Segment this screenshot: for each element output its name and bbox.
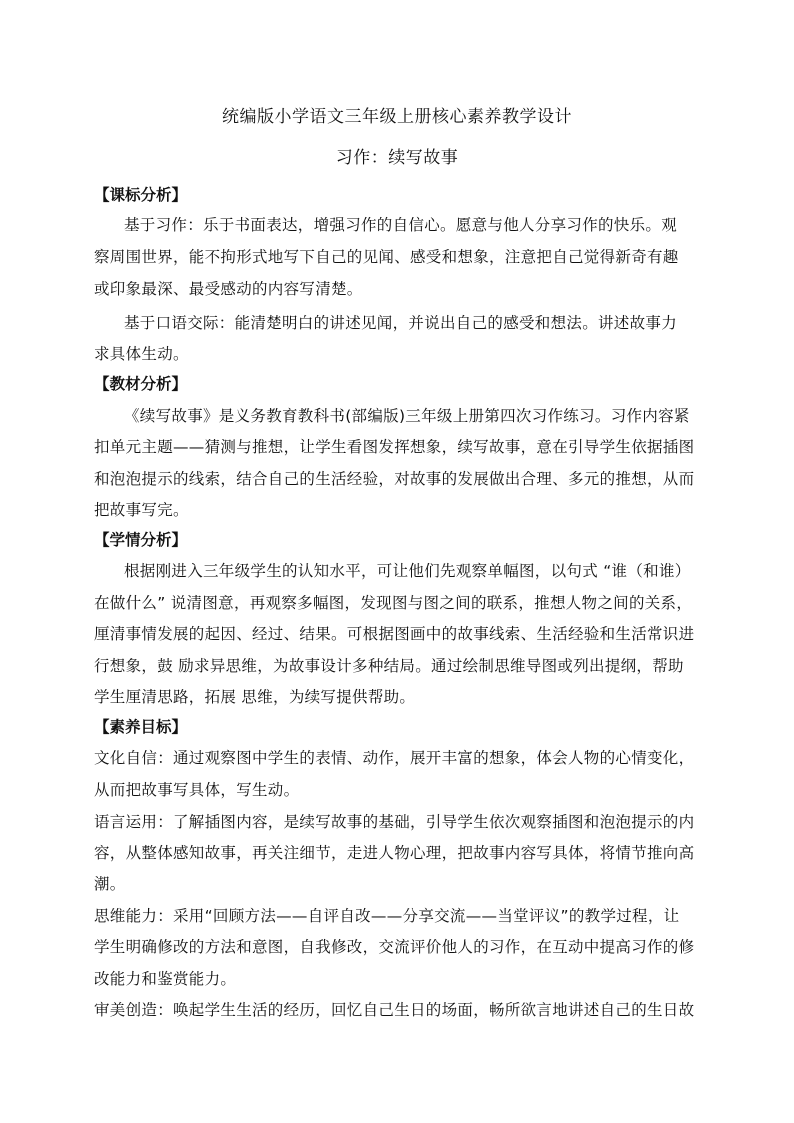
paragraph-line: 在做什么” 说清图意，再观察多幅图，发现图与图之间的联系，推想人物之间的关系， [94,594,693,612]
paragraph-line: 学生厘清思路，拓展 思维，为续写提供帮助。 [94,688,416,706]
section-heading-learners: 【学情分析】 [94,531,188,549]
paragraph-line: 把故事写完。 [94,501,189,519]
paragraph-line: 基于口语交际：能清楚明白的讲述见闻，并说出自己的感受和想法。讲述故事力 [124,314,678,332]
paragraph-line: 审美创造：唤起学生生活的经历，回忆自己生日的场面，畅所欲言地讲述自己的生日故 [94,1001,695,1019]
paragraph-line: 容，从整体感知故事，再关注细节，走进人物心理，把故事内容写具体，将情节推向高 [94,844,695,862]
paragraph-line: 潮。 [94,875,126,893]
paragraph-line: 扣单元主题——猜测与推想，让学生看图发挥想象，续写故事，意在引导学生依据插图 [94,438,695,456]
paragraph-line: 学生明确修改的方法和意图，自我修改，交流评价他人的习作，在互动中提高习作的修 [94,938,695,956]
paragraph-line: 厘清事情发展的起因、经过、结果。可根据图画中的故事线索、生活经验和生活常识进 [94,625,695,643]
paragraph-line: 从而把故事写具体，写生动。 [94,781,300,799]
paragraph-line: 行想象，鼓 励求异思维，为故事设计多种结局。通过绘制思维导图或列出提纲，帮助 [94,657,684,675]
section-heading-textbook: 【教材分析】 [94,375,188,393]
section-heading-curriculum: 【课标分析】 [94,186,188,204]
document-subtitle: 习作：续写故事 [335,148,459,168]
paragraph-line: 察周围世界，能不拘形式地写下自己的见闻、感受和想象，注意把自己觉得新奇有趣 [94,248,679,266]
paragraph-line: 改能力和鉴赏能力。 [94,970,237,988]
paragraph-line: 《续写故事》是义务教育教科书(部编版)三年级上册第四次习作练习。习作内容紧 [124,407,690,425]
paragraph-line: 根据刚进入三年级学生的认知水平，可让他们先观察单幅图，以句式 “谁（和谁） [124,562,691,580]
paragraph-line: 和泡泡提示的线索，结合自己的生活经验，对故事的发展做出合理、多元的推想，从而 [94,470,695,488]
paragraph-line: 思维能力：采用“回顾方法——自评自改——分享交流——当堂评议”的教学过程，让 [94,907,680,925]
paragraph-line: 或印象最深、最受感动的内容写清楚。 [94,280,363,298]
section-heading-goals: 【素养目标】 [94,718,188,736]
paragraph-line: 语言运用：了解插图内容，是续写故事的基础，引导学生依次观察插图和泡泡提示的内 [94,813,695,831]
paragraph-line: 基于习作：乐于书面表达，增强习作的自信心。愿意与他人分享习作的快乐。观 [124,216,678,234]
paragraph-line: 文化自信：通过观察图中学生的表情、动作，展开丰富的想象，体会人物的心情变化， [94,749,695,767]
document-title: 统编版小学语文三年级上册核心素养教学设计 [222,107,572,127]
paragraph-line: 求具体生动。 [94,345,189,363]
